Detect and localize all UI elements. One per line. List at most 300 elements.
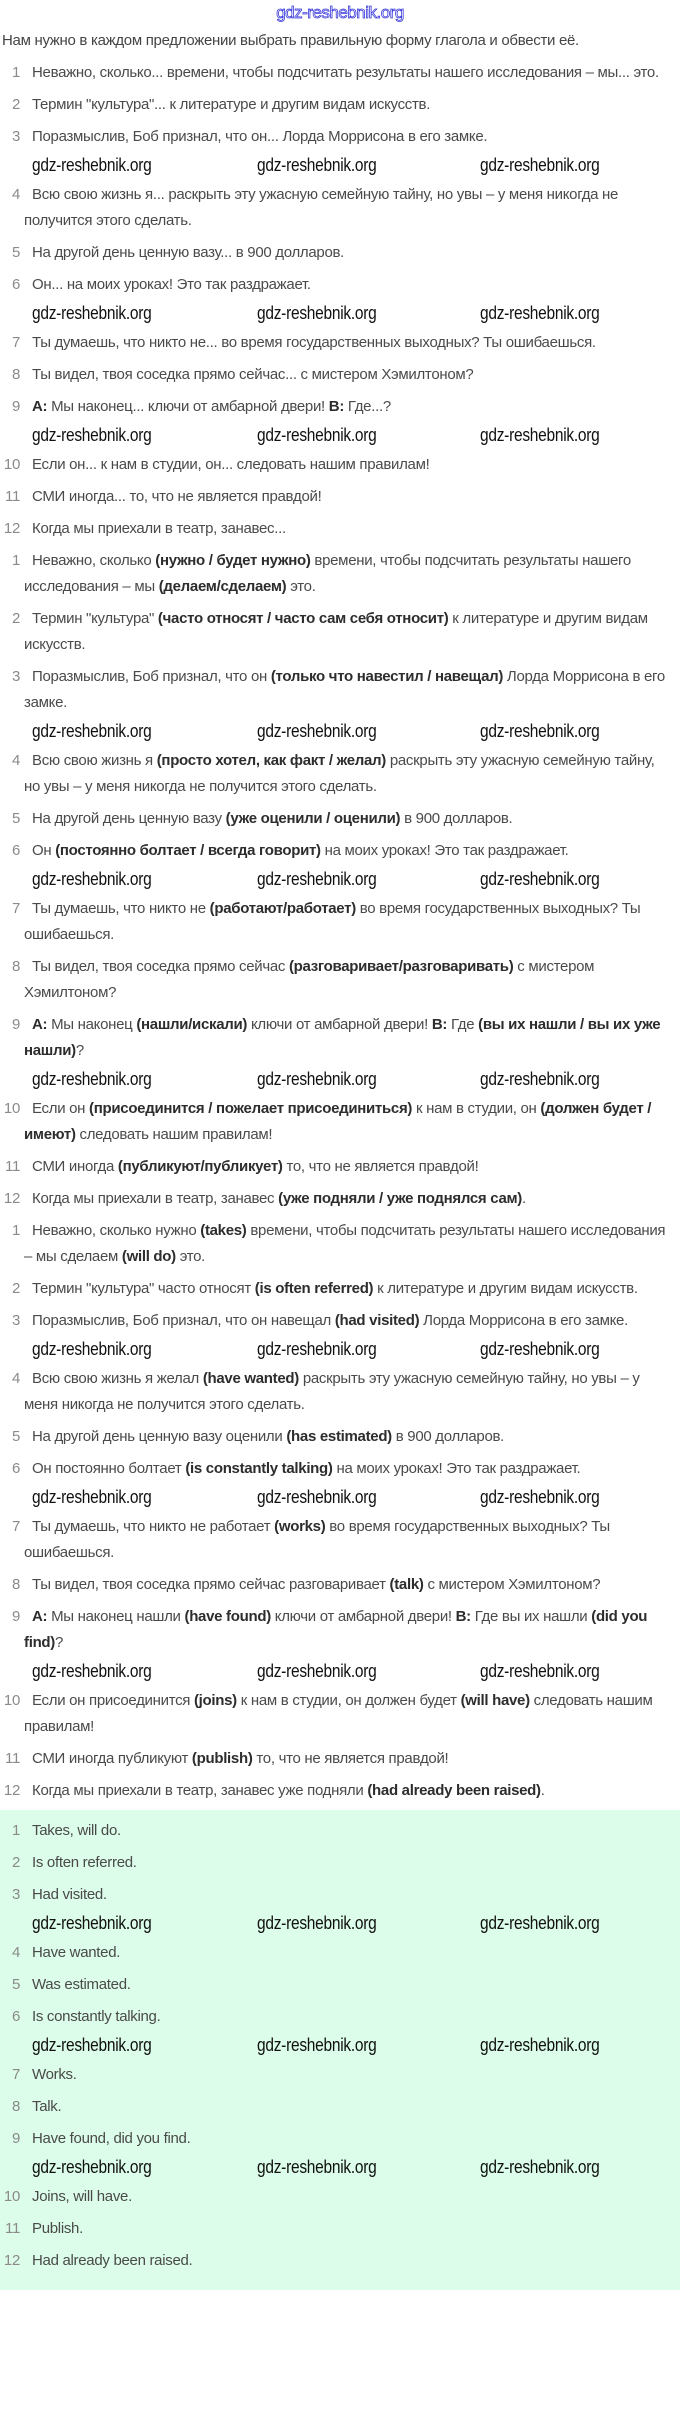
item-text [24,2004,670,2030]
item-number: 2 [11,1854,20,1871]
highlighted-answer: (will have) [460,1692,530,1709]
text-segment: Joins, will have. [32,2188,132,2205]
list-item [0,748,680,800]
highlighted-answer: (нашли/искали) [136,1016,248,1033]
list-item [0,1604,680,1656]
item-text [24,2126,670,2152]
item-number: 4 [11,752,20,769]
text-segment: Publish. [32,2220,83,2237]
item-number: 10 [3,1100,20,1117]
text-segment: в 900 долларов. [391,1428,505,1445]
text-segment: на моих уроках! Это так раздражает. [332,1460,581,1477]
watermark-row [0,1338,680,1360]
highlighted-answer: (had visited) [334,1312,420,1329]
list-item [0,1688,680,1740]
list-item [0,362,680,388]
highlighted-answer: (will do) [121,1248,176,1265]
text-segment: с мистером Хэмилтоном? [423,1576,601,1593]
item-text [24,664,670,716]
text-segment: времени, чтобы подсчитать результаты нашего исследования – мы [24,552,631,595]
text-segment: . [522,1190,526,1207]
item-number: 5 [11,810,20,827]
text-segment: Мы наконец [47,1016,137,1033]
item-number: 8 [11,366,20,383]
text-segment: Works. [32,2066,77,2083]
item-text [24,1778,670,1804]
text-segment: Когда мы приехали в театр, занавес уже подняли [32,1782,368,1799]
highlighted-answer: (have wanted) [202,1370,299,1387]
text-segment: Had already been raised. [32,2252,193,2269]
highlighted-answer: B: [455,1608,471,1625]
item-text [24,1424,670,1450]
text-segment: Talk. [32,2098,62,2115]
list-item [0,452,680,478]
watermark-text: gdz-reshebnik.org [32,1069,152,1089]
item-number: 7 [11,334,20,351]
item-text [24,240,670,266]
item-number: 8 [11,958,20,975]
item-number: 3 [11,668,20,685]
item-text [24,92,670,118]
highlighted-answer: (is often referred) [254,1280,374,1297]
item-number: 5 [11,1428,20,1445]
list-item [0,1818,680,1844]
item-number: 11 [5,488,20,505]
highlighted-answer: (did you find) [24,1608,648,1651]
list-item [0,1746,680,1772]
list-item [0,484,680,510]
text-segment: к литературе и другим видам искусств. [373,1280,638,1297]
text-segment: на моих уроках! Это так раздражает. [320,842,569,859]
item-number: 11 [5,1750,20,1767]
watermark-text: gdz-reshebnik.org [480,721,600,741]
watermark-text: gdz-reshebnik.org [257,303,377,323]
text-segment: Лорда Моррисона в его замке. [24,668,665,711]
highlighted-answer: (часто относят / часто сам себя относит) [157,610,449,627]
item-text [24,1882,670,1908]
item-number: 10 [3,456,20,473]
item-number: 10 [3,2188,20,2205]
watermark-text: gdz-reshebnik.org [480,425,600,445]
item-number: 1 [11,1822,20,1839]
list-item [0,240,680,266]
highlighted-answer: (должен будет / имеют) [24,1100,652,1143]
highlighted-answer: (joins) [193,1692,237,1709]
highlighted-answer: (нужно / будет нужно) [155,552,311,569]
highlighted-answer: A: [32,1016,48,1033]
list-item [0,954,680,1006]
watermark-text: gdz-reshebnik.org [32,1913,152,1933]
watermark-text: gdz-reshebnik.org [257,1913,377,1933]
watermark-row [0,720,680,742]
list-item [0,2126,680,2152]
text-segment: Takes, will do. [32,1822,121,1839]
list-item [0,2062,680,2088]
list-item [0,1186,680,1212]
item-number: 1 [11,1222,20,1239]
highlighted-answer: A: [32,1608,48,1625]
text-segment: это. [175,1248,206,1265]
item-text [24,2216,670,2242]
highlighted-answer: (публикуют/публикует) [117,1158,283,1175]
item-text [24,1972,670,1998]
list-item [0,1218,680,1270]
item-number: 1 [11,552,20,569]
item-number: 3 [11,128,20,145]
list-item [0,1572,680,1598]
highlighted-answer: (работают/работает) [209,900,356,917]
watermark-text: gdz-reshebnik.org [257,2157,377,2177]
list-item [0,1940,680,1966]
highlighted-answer: (talk) [389,1576,424,1593]
list-item [0,2004,680,2030]
item-number: 9 [11,1016,20,1033]
item-text [24,548,670,600]
highlighted-answer: (works) [274,1518,326,1535]
list-item [0,272,680,298]
watermark-text: gdz-reshebnik.org [480,1069,600,1089]
item-text [24,272,670,298]
text-segment: Он [32,842,56,859]
watermark-text: gdz-reshebnik.org [32,425,152,445]
text-segment: СМИ иногда публикуют [32,1750,192,1767]
text-segment: к литературе и другим видам искусств. [24,610,648,653]
text-segment: Had visited. [32,1886,107,1903]
item-text [24,182,670,234]
highlighted-answer: (делаем/сделаем) [158,578,287,595]
highlighted-answer: (уже подняли / уже поднялся сам) [278,1190,523,1207]
task-solutions [0,1218,680,1804]
watermark-text: gdz-reshebnik.org [257,425,377,445]
list-item [0,896,680,948]
highlighted-answer: (уже оценили / оценили) [225,810,401,827]
text-segment: Всю свою жизнь я [32,752,157,769]
list-item [0,516,680,542]
item-text [24,1514,670,1566]
item-number: 11 [5,1158,20,1175]
watermark-text: gdz-reshebnik.org [480,1487,600,1507]
highlighted-answer: (разговаривает/разговаривать) [288,958,514,975]
watermark-text: gdz-reshebnik.org [257,1339,377,1359]
text-segment: Ты думаешь, что никто не... во время государственных выходных? Ты ошибаешься. [32,334,596,351]
text-segment: На другой день ценную вазу... в 900 долларов. [32,244,345,261]
item-text [24,1154,670,1180]
list-item [0,1424,680,1450]
highlighted-answer: (только что навестил / навещал) [270,668,504,685]
text-segment: Всю свою жизнь я желал [32,1370,203,1387]
text-segment: Термин "культура"... к литературе и другим видам искусств. [32,96,431,113]
item-number: 6 [11,276,20,293]
text-segment: Если он [32,1100,90,1117]
item-text [24,1456,670,1482]
list-item [0,838,680,864]
watermark-text: gdz-reshebnik.org [257,869,377,889]
highlighted-answer: B: [431,1016,448,1033]
item-text [24,1572,670,1598]
list-item [0,394,680,420]
item-number: 3 [11,1312,20,1329]
site-logo[interactable]: gdz-reshebnik.org [276,3,404,22]
highlighted-answer: (присоединится / пожелает присоединиться) [89,1100,413,1117]
list-item [0,1366,680,1418]
highlighted-answer: (просто хотел, как факт / желал) [156,752,386,769]
text-segment: Термин "культура" [32,610,158,627]
text-segment: Поразмыслив, Боб признал, что он [32,668,271,685]
item-number: 12 [3,1190,20,1207]
list-item [0,1308,680,1334]
item-number: 2 [11,610,20,627]
text-segment: к нам в студии, он [412,1100,541,1117]
list-item [0,182,680,234]
watermark-row [0,154,680,176]
highlighted-answer: (have found) [184,1608,271,1625]
list-item [0,1778,680,1804]
watermark-row [0,1660,680,1682]
item-text [24,1604,670,1656]
item-number: 5 [11,1976,20,1993]
text-segment: ключи от амбарной двери! [247,1016,432,1033]
item-text [24,60,670,86]
item-number: 7 [11,2066,20,2083]
text-segment: ? [75,1042,84,1059]
text-segment: в 900 долларов. [400,810,513,827]
list-item [0,2184,680,2210]
list-item [0,1514,680,1566]
list-item [0,664,680,716]
item-text [24,124,670,150]
text-segment: СМИ иногда [32,1158,118,1175]
item-text [24,1096,670,1148]
list-item [0,60,680,86]
text-segment: На другой день ценную вазу оценили [32,1428,287,1445]
list-item [0,1456,680,1482]
item-text [24,2248,670,2274]
text-segment: следовать нашим правилам! [24,1692,653,1735]
text-segment: Was estimated. [32,1976,131,1993]
text-segment: то, что не является правдой! [282,1158,479,1175]
list-item [0,2216,680,2242]
item-number: 1 [11,64,20,81]
item-text [24,1940,670,1966]
item-number: 4 [11,186,20,203]
watermark-text: gdz-reshebnik.org [32,1339,152,1359]
item-number: 3 [11,1886,20,1903]
watermark-row [0,2156,680,2178]
watermark-text: gdz-reshebnik.org [257,155,377,175]
watermark-text: gdz-reshebnik.org [480,2157,600,2177]
text-segment: Ты думаешь, что никто не [32,900,210,917]
list-item [0,1096,680,1148]
watermark-text: gdz-reshebnik.org [32,869,152,889]
item-number: 10 [3,1692,20,1709]
text-segment: Ты видел, твоя соседка прямо сейчас... с мистером Хэмилтоном? [32,366,474,383]
text-segment: Have wanted. [32,1944,121,1961]
item-text [24,1012,670,1064]
list-item [0,606,680,658]
watermark-text: gdz-reshebnik.org [480,155,600,175]
text-segment: это. [286,578,316,595]
text-segment: Он... на моих уроках! Это так раздражает. [32,276,311,293]
list-item [0,2248,680,2274]
watermark-text: gdz-reshebnik.org [32,2035,152,2055]
watermark-row [0,302,680,324]
highlighted-answer: (is constantly talking) [185,1460,333,1477]
item-number: 4 [11,1944,20,1961]
text-segment: ? [54,1634,64,1651]
item-text [24,362,670,388]
watermark-text: gdz-reshebnik.org [480,1339,600,1359]
text-segment: Поразмыслив, Боб признал, что он навещал [32,1312,335,1329]
item-number: 2 [11,96,20,113]
item-text [24,484,670,510]
item-text [24,954,670,1006]
watermark-text: gdz-reshebnik.org [257,1487,377,1507]
item-text [24,330,670,356]
text-segment: . [540,1782,545,1799]
item-number: 12 [3,1782,20,1799]
item-number: 9 [11,398,20,415]
text-segment: Ты видел, твоя соседка прямо сейчас разговаривает [32,1576,390,1593]
text-segment: Поразмыслив, Боб признал, что он... Лорда Моррисона в его замке. [32,128,488,145]
item-number: 12 [3,520,20,537]
text-segment: Неважно, сколько нужно [32,1222,201,1239]
text-segment: времени, чтобы подсчитать результаты нашего исследования – мы сделаем [24,1222,666,1265]
item-text [24,1308,670,1334]
text-segment: Когда мы приехали в театр, занавес... [32,520,286,537]
item-text [24,452,670,478]
item-number: 12 [3,2252,20,2269]
list-item [0,548,680,600]
highlighted-answer: (had already been raised) [367,1782,541,1799]
text-segment: Всю свою жизнь я... раскрыть эту ужасную семейную тайну, но увы – у меня никогда не получится этого сделать. [24,186,619,229]
list-item [0,92,680,118]
text-segment: раскрыть эту ужасную семейную тайну, но увы – у меня никогда не получится этого сделать. [24,752,655,795]
text-segment: во время государственных выходных? Ты ошибаешься. [24,1518,610,1561]
watermark-text: gdz-reshebnik.org [32,155,152,175]
list-item [0,1012,680,1064]
item-text [24,2094,670,2120]
list-item [0,1882,680,1908]
task-sentences [0,60,680,542]
item-number: 2 [11,1280,20,1297]
watermark-row [0,1068,680,1090]
watermark-text: gdz-reshebnik.org [32,721,152,741]
text-segment: Have found, did you find. [32,2130,191,2147]
watermark-text: gdz-reshebnik.org [257,1661,377,1681]
item-text [24,806,670,832]
text-segment: Где [447,1016,479,1033]
item-text [24,1276,670,1302]
text-segment: то, что не является правдой! [252,1750,449,1767]
watermark-text: gdz-reshebnik.org [480,303,600,323]
item-number: 8 [11,2098,20,2115]
text-segment: следовать нашим правилам! [75,1126,273,1143]
item-number: 6 [11,842,20,859]
text-segment: с мистером Хэмилтоном? [24,958,595,1001]
watermark-row [0,2034,680,2056]
item-number: 7 [11,1518,20,1535]
highlighted-answer: (has estimated) [286,1428,392,1445]
item-text [24,1366,670,1418]
text-segment: Где...? [344,398,391,415]
text-segment: Is often referred. [32,1854,137,1871]
item-text [24,2184,670,2210]
task-options [0,548,680,1212]
text-segment: Когда мы приехали в театр, занавес [32,1190,279,1207]
list-item [0,806,680,832]
text-segment: к нам в студии, он должен будет [236,1692,461,1709]
list-item [0,1154,680,1180]
text-segment: раскрыть эту ужасную семейную тайну, но увы – у меня никогда не получится этого сделать. [24,1370,640,1413]
text-segment: Если он присоединится [32,1692,194,1709]
item-number: 6 [11,1460,20,1477]
watermark-text: gdz-reshebnik.org [257,2035,377,2055]
item-text [24,606,670,658]
watermark-row [0,424,680,446]
watermark-row [0,868,680,890]
list-item [0,2094,680,2120]
highlighted-answer: (постоянно болтает / всегда говорит) [55,842,321,859]
item-text [24,1850,670,1876]
text-segment: Неважно, сколько... времени, чтобы подсчитать результаты нашего исследования – мы... это. [32,64,659,81]
text-segment: Где вы их нашли [470,1608,592,1625]
watermark-text: gdz-reshebnik.org [480,2035,600,2055]
item-text [24,2062,670,2088]
watermark-row [0,1486,680,1508]
item-number: 9 [11,1608,20,1625]
text-segment: СМИ иногда... то, что не является правдой! [32,488,322,505]
watermark-text: gdz-reshebnik.org [32,1661,152,1681]
item-text [24,1746,670,1772]
list-item [0,1972,680,1998]
list-item [0,330,680,356]
text-segment: Если он... к нам в студии, он... следовать нашим правилам! [32,456,430,473]
text-segment: На другой день ценную вазу [32,810,226,827]
watermark-text: gdz-reshebnik.org [32,303,152,323]
item-text [24,1218,670,1270]
list-item [0,1850,680,1876]
highlighted-answer: B: [328,398,345,415]
text-segment: Ты думаешь, что никто не работает [32,1518,275,1535]
watermark-text: gdz-reshebnik.org [257,1069,377,1089]
watermark-text: gdz-reshebnik.org [32,2157,152,2177]
item-number: 7 [11,900,20,917]
item-number: 5 [11,244,20,261]
watermark-text: gdz-reshebnik.org [480,1661,600,1681]
item-text [24,748,670,800]
text-segment: Термин "культура" часто относят [32,1280,255,1297]
item-number: 9 [11,2130,20,2147]
item-text [24,896,670,948]
watermark-row [0,1912,680,1934]
item-number: 11 [5,2220,20,2237]
text-segment: Мы наконец... ключи от амбарной двери! [47,398,329,415]
list-item [0,1276,680,1302]
text-segment: во время государственных выходных? Ты ошибаешься. [24,900,641,943]
item-number: 8 [11,1576,20,1593]
watermark-text: gdz-reshebnik.org [480,1913,600,1933]
item-text [24,838,670,864]
list-item [0,124,680,150]
text-segment: Is constantly talking. [32,2008,161,2025]
answer-key [0,1810,680,2290]
item-text [24,1818,670,1844]
highlighted-answer: A: [32,398,48,415]
watermark-text: gdz-reshebnik.org [480,869,600,889]
item-text [24,1688,670,1740]
item-number: 6 [11,2008,20,2025]
text-segment: Лорда Моррисона в его замке. [419,1312,628,1329]
